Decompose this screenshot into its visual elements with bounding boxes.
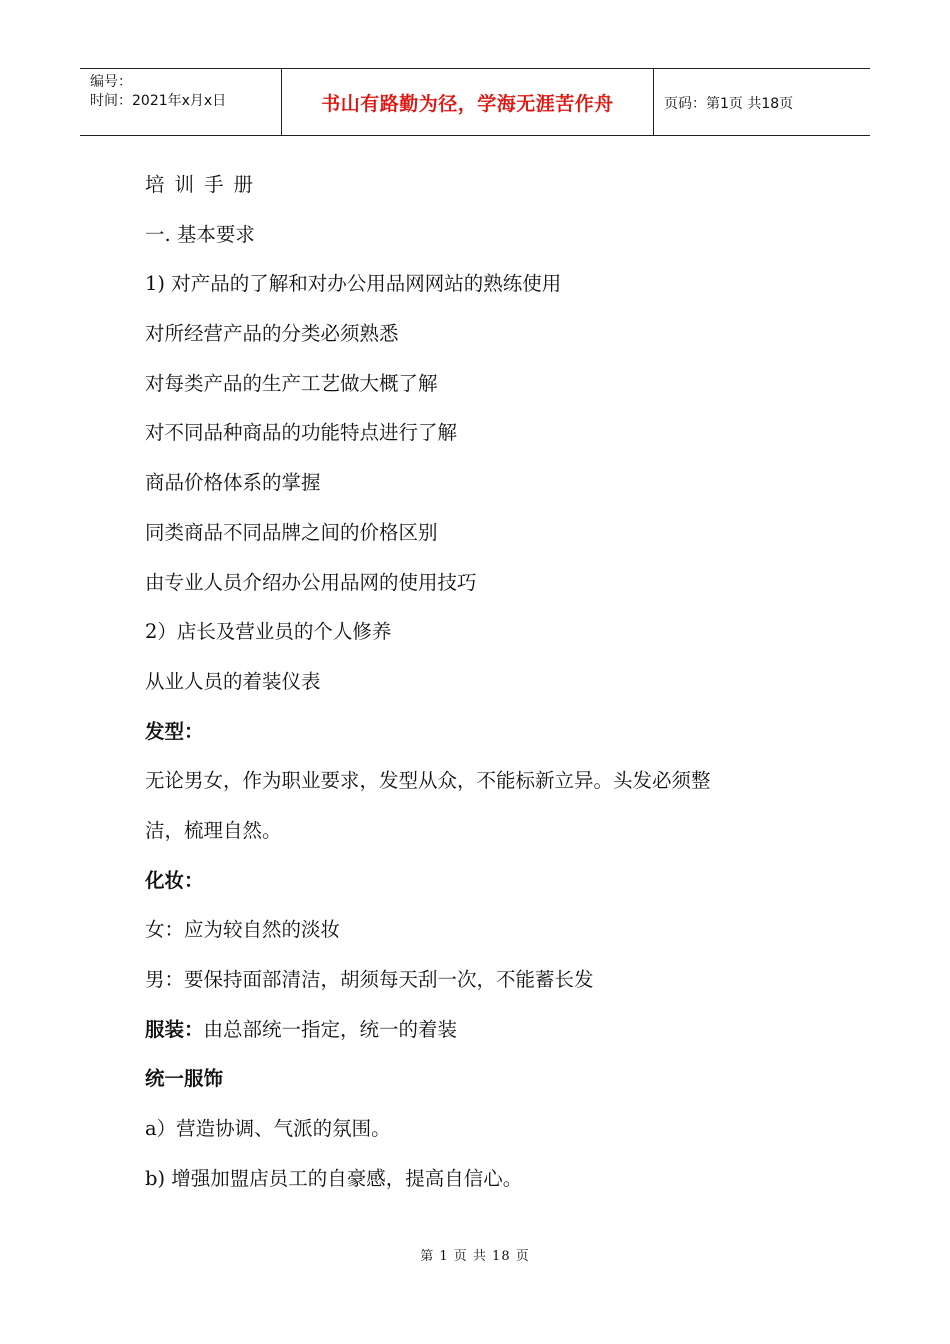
paragraph: 对每类产品的生产工艺做大概了解 bbox=[145, 371, 438, 395]
paragraph: 同类商品不同品牌之间的价格区别 bbox=[145, 520, 438, 544]
header-page-info: 页码：第1页 共18页 bbox=[664, 95, 794, 112]
subheading-uniform: 统一服饰 bbox=[145, 1067, 224, 1091]
document-date-label: 时间：2021年x月x日 bbox=[90, 93, 227, 109]
paragraph-dress bbox=[145, 1012, 845, 1062]
list-item: a）营造协调、气派的氛围。 bbox=[145, 1117, 391, 1141]
numbered-item: 2）店长及营业员的个人修养 bbox=[145, 620, 392, 644]
dress-label: 服装： bbox=[145, 1017, 204, 1041]
paragraph: 对不同品种商品的功能特点进行了解 bbox=[145, 421, 458, 445]
dress-text: 由总部统一指定，统一的着装 bbox=[203, 1017, 458, 1041]
paragraph: 对所经营产品的分类必须熟悉 bbox=[145, 322, 399, 346]
document-number-label: 编号： bbox=[90, 74, 132, 90]
header-meta bbox=[90, 73, 280, 111]
header-divider bbox=[653, 69, 654, 136]
paragraph: 洁，梳理自然。 bbox=[145, 818, 282, 842]
list-item: b) 增强加盟店员工的自豪感，提高自信心。 bbox=[145, 1166, 523, 1190]
paragraph: 由专业人员介绍办公用品网的使用技巧 bbox=[145, 570, 477, 594]
document-title: 培训手册 bbox=[145, 173, 264, 196]
page-footer: 第 1 页 共 18 页 bbox=[420, 1249, 530, 1264]
paragraph: 从业人员的着装仪表 bbox=[145, 669, 321, 693]
paragraph: 商品价格体系的掌握 bbox=[145, 471, 321, 495]
subheading-makeup: 化妆： bbox=[145, 868, 204, 892]
paragraph: 无论男女，作为职业要求，发型从众，不能标新立异。头发必须整 bbox=[145, 769, 711, 793]
section-heading: 一. 基本要求 bbox=[145, 222, 255, 246]
paragraph: 女：应为较自然的淡妆 bbox=[145, 918, 341, 942]
subheading-hair: 发型： bbox=[145, 719, 204, 743]
header-motto: 书山有路勤为径，学海无涯苦作舟 bbox=[321, 93, 614, 115]
document-body bbox=[145, 167, 845, 1210]
numbered-item: 1) 对产品的了解和对办公用品网网站的熟练使用 bbox=[145, 272, 562, 296]
page-header bbox=[80, 68, 870, 136]
paragraph: 男：要保持面部清洁，胡须每天刮一次，不能蓄长发 bbox=[145, 968, 594, 991]
